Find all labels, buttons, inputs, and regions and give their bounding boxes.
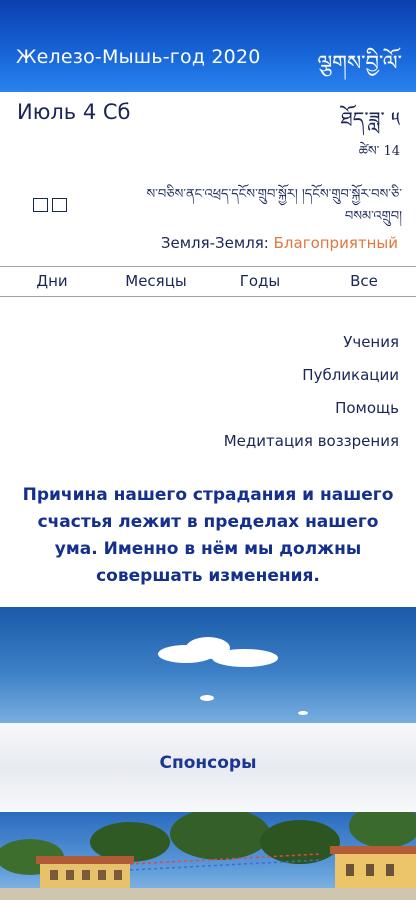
element-value: Благоприятный — [273, 234, 398, 252]
western-date: Июль 4 Сб — [17, 100, 131, 124]
menu-item-publications[interactable]: Публикации — [302, 366, 399, 384]
tibetan-day: ཚེས་ 14 — [358, 144, 400, 159]
symbol-square-icon — [33, 198, 48, 212]
symbol-square-icon — [52, 198, 67, 212]
campus-illustration — [0, 812, 416, 900]
side-menu — [224, 326, 399, 458]
year-title: Железо-Мышь-год 2020 — [16, 46, 261, 68]
menu-item-teachings[interactable]: Учения — [343, 333, 399, 351]
tab-days[interactable]: Дни — [36, 272, 68, 290]
menu-item-help[interactable]: Помощь — [335, 399, 399, 417]
tibetan-month: ཐོད་ཟླ་ ༥ — [340, 107, 400, 131]
sponsors-button[interactable]: Спонсоры — [159, 753, 257, 773]
sky-image — [0, 607, 416, 723]
app-header — [0, 0, 416, 92]
tab-years[interactable]: Годы — [239, 272, 281, 290]
element-combination — [161, 234, 398, 252]
tab-months[interactable]: Месяцы — [125, 272, 187, 290]
tab-all[interactable]: Все — [350, 272, 378, 290]
day-symbol-icon — [33, 198, 67, 212]
year-title-tibetan: ལྕགས་བྱི་ལོ་ — [317, 51, 402, 75]
tibetan-phrase: ས་བཅིས་ནང་འཕྲད་དངོས་གྲུབ་སྐྱོར། །དངོས་གྲུབ་སྐྱོར་བས་ཅི་བསམ་འགྲུབ། — [146, 187, 402, 224]
view-tabs — [0, 266, 416, 297]
campus-photo — [0, 812, 416, 900]
element-label: Земля-Земля: — [160, 234, 274, 252]
daily-quote: Причина нашего страдания и нашего счастья лежит в пределах нашего ума. Именно в нём мы должны совершать изменения. — [22, 485, 394, 586]
menu-item-view-meditation[interactable]: Медитация воззрения — [223, 432, 399, 450]
